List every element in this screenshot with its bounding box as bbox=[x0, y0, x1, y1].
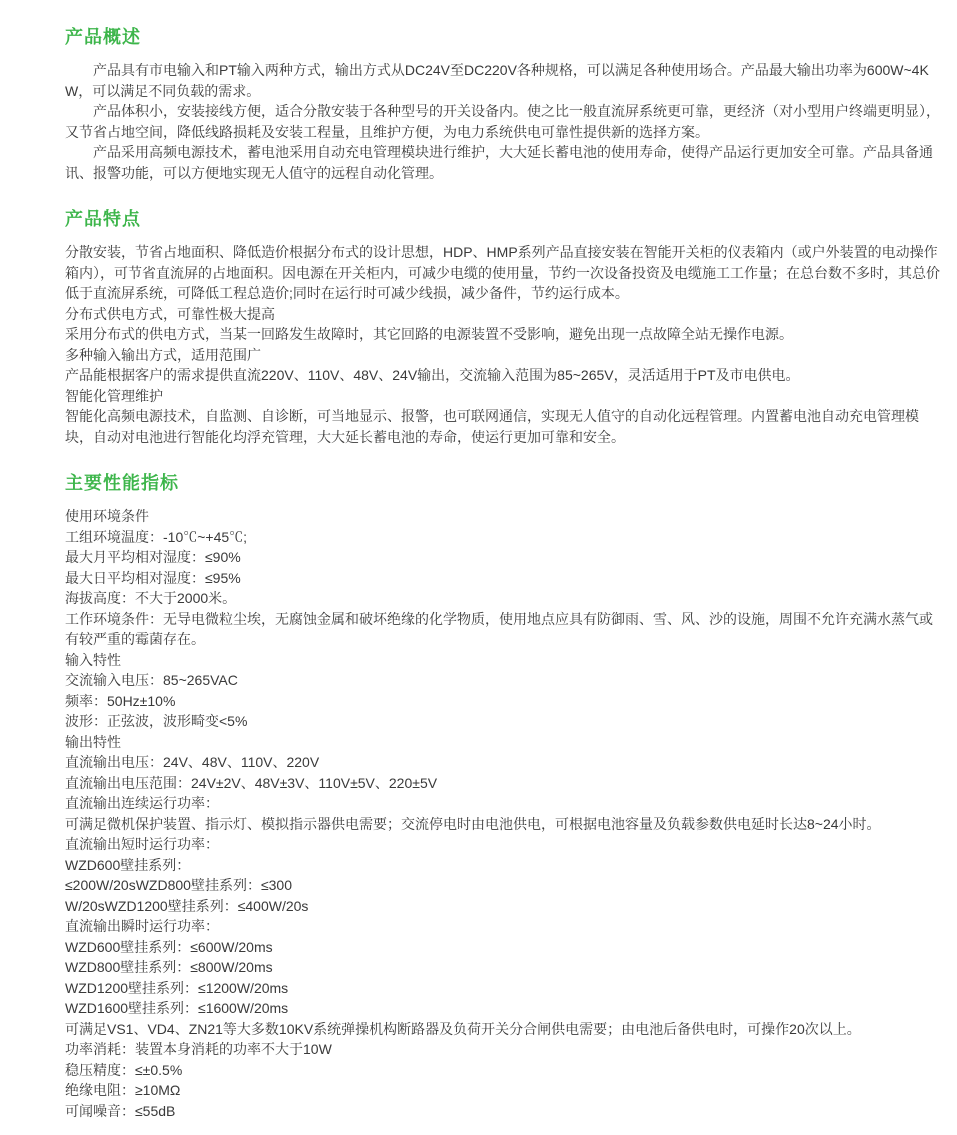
spec-line: 最大月平均相对湿度：≤90% bbox=[65, 549, 241, 565]
overview-paragraph: 产品具有市电输入和PT输入两种方式，输出方式从DC24V至DC220V各种规格，可以满足各种使用场合。产品最大输出功率为600W~4KW，可以满足不同负载的需求。 bbox=[65, 62, 929, 99]
section-product-overview bbox=[65, 27, 945, 183]
spec-line: 输出特性 bbox=[65, 733, 121, 750]
spec-line: 可满足VS1、VD4、ZN21等大多数10KV系统弹操机构断路器及负荷开关分合闸供电需要；由电池后备供电时，可操作20次以上。 bbox=[65, 1020, 861, 1037]
spec-line: 直流输出短时运行功率： bbox=[65, 836, 219, 852]
feature-line: 分散安装，节省占地面积、降低造价根据分布式的设计思想，HDP、HMP系列产品直接安装在智能开关柜的仪表箱内（或户外装置的电动操作箱内），可节省直流屏的占地面积。因电源在开关柜内，可减少电缆的使用量，节约一次设备投资及电缆施工工作量；在总台数不多时，其总价低于直流屏系统，可降低工程总造价;同时在运行时可减少线损，减少备件，节约运行成本。 bbox=[65, 244, 940, 301]
spec-line: WZD1200壁挂系列：≤1200W/20ms bbox=[65, 979, 289, 996]
section-heading-product-features: 产品特点 bbox=[65, 209, 141, 229]
spec-line: 输入特性 bbox=[65, 651, 121, 668]
spec-line: 直流输出电压范围：24V±2V、48V±3V、110V±5V、220±5V bbox=[65, 774, 438, 791]
overview-paragraph: 产品采用高频电源技术，蓄电池采用自动充电管理模块进行维护，大大延长蓄电池的使用寿命，使得产品运行更加安全可靠。产品具备通讯、报警功能，可以方便地实现无人值守的远程自动化管理。 bbox=[65, 144, 933, 181]
spec-line: WZD600壁挂系列：≤600W/20ms bbox=[65, 938, 273, 955]
spec-line: 频率：50Hz±10% bbox=[65, 692, 176, 709]
section-heading-performance-specs: 主要性能指标 bbox=[65, 473, 179, 493]
section-heading-product-overview: 产品概述 bbox=[65, 27, 141, 47]
features-lines bbox=[65, 242, 945, 447]
section-product-features bbox=[65, 209, 945, 447]
spec-line: 绝缘电阻：≥10MΩ bbox=[65, 1082, 181, 1098]
spec-line: 功率消耗：装置本身消耗的功率不大于10W bbox=[65, 1041, 332, 1057]
spec-line: 工组环境温度：-10℃~+45℃; bbox=[65, 528, 248, 545]
spec-line: 海拔高度：不大于2000米。 bbox=[65, 590, 237, 606]
spec-line: 交流输入电压：85~265VAC bbox=[65, 672, 238, 688]
feature-line: 智能化管理维护 bbox=[65, 387, 163, 404]
spec-line: 直流输出电压：24V、48V、110V、220V bbox=[65, 754, 320, 770]
overview-paragraphs bbox=[65, 60, 945, 183]
spec-line: 直流输出连续运行功率： bbox=[65, 795, 219, 811]
spec-line: WZD800壁挂系列：≤800W/20ms bbox=[65, 959, 273, 975]
spec-line: ≤200W/20sWZD800壁挂系列：≤300 bbox=[65, 877, 292, 893]
spec-line: WZD600壁挂系列： bbox=[65, 856, 191, 873]
feature-line: 智能化高频电源技术，自监测、自诊断，可当地显示、报警，也可联网通信，实现无人值守的自动化远程管理。内置蓄电池自动充电管理模块，自动对电池进行智能化均浮充管理，大大延长蓄电池的寿命，使运行更加可靠和安全。 bbox=[65, 408, 919, 445]
section-performance-specs bbox=[65, 473, 945, 1121]
spec-line: 最大日平均相对湿度：≤95% bbox=[65, 569, 241, 586]
spec-line: W/20sWZD1200壁挂系列：≤400W/20s bbox=[65, 897, 309, 914]
spec-line: 使用环境条件 bbox=[65, 508, 149, 524]
spec-lines bbox=[65, 506, 945, 1121]
spec-line: 可满足微机保护装置、指示灯、模拟指示器供电需要；交流停电时由电池供电，可根据电池容量及负载参数供电延时长达8~24小时。 bbox=[65, 815, 881, 832]
spec-line: WZD1600壁挂系列：≤1600W/20ms bbox=[65, 1000, 289, 1016]
spec-line: 波形：正弦波，波形畸变<5% bbox=[65, 713, 248, 729]
spec-line: 稳压精度：≤±0.5% bbox=[65, 1061, 183, 1078]
overview-paragraph: 产品体积小，安装接线方便，适合分散安装于各种型号的开关设备内。使之比一般直流屏系统更可靠，更经济（对小型用户终端更明显），又节省占地空间，降低线路损耗及安装工程量，且维护方便，为电力系统供电可靠性提供新的选择方案。 bbox=[65, 103, 940, 140]
feature-line: 采用分布式的供电方式，当某一回路发生故障时，其它回路的电源装置不受影响，避免出现一点故障全站无操作电源。 bbox=[65, 326, 793, 342]
spec-line: 可闻噪音：≤55dB bbox=[65, 1102, 176, 1119]
feature-line: 分布式供电方式，可靠性极大提高 bbox=[65, 305, 275, 322]
spec-line: 直流输出瞬时运行功率： bbox=[65, 918, 219, 934]
feature-line: 产品能根据客户的需求提供直流220V、110V、48V、24V输出，交流输入范围为85~265V，灵活适用于PT及市电供电。 bbox=[65, 367, 800, 383]
spec-line: 工作环境条件：无导电微粒尘埃，无腐蚀金属和破坏绝缘的化学物质，使用地点应具有防御雨、雪、风、沙的设施，周围不允许充满水蒸气或有较严重的霉菌存在。 bbox=[65, 610, 933, 647]
feature-line: 多种输入输出方式，适用范围广 bbox=[65, 346, 261, 363]
